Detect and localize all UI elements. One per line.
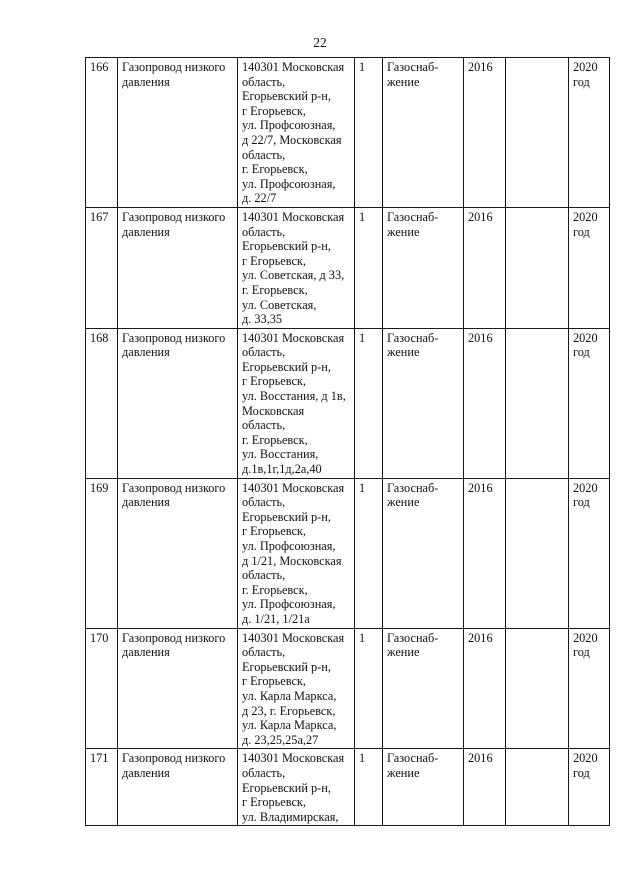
- object-name: Газопровод низкого давления: [118, 207, 238, 328]
- empty-cell: [506, 58, 569, 208]
- object-purpose: Газоснаб-жение: [383, 749, 464, 826]
- object-name: Газопровод низкого давления: [118, 58, 238, 208]
- row-number: 170: [86, 628, 118, 749]
- target-year: 2020 год: [569, 58, 610, 208]
- object-quantity: 1: [355, 628, 383, 749]
- commission-year: 2016: [464, 478, 506, 628]
- commission-year: 2016: [464, 628, 506, 749]
- table-row: [86, 58, 610, 208]
- object-address: 140301 Московская область, Егорьевский р-н, г Егорьевск, ул. Владимирская,: [238, 749, 355, 826]
- target-year: 2020 год: [569, 478, 610, 628]
- table-row: [86, 478, 610, 628]
- row-number: 168: [86, 328, 118, 478]
- registry-table: [85, 57, 610, 826]
- empty-cell: [506, 478, 569, 628]
- commission-year: 2016: [464, 749, 506, 826]
- commission-year: 2016: [464, 207, 506, 328]
- empty-cell: [506, 328, 569, 478]
- object-address: 140301 Московская область, Егорьевский р-н, г Егорьевск, ул. Карла Маркса, д 23, г. Егорьевск, ул. Карла Маркса, д. 23,25,25а,27: [238, 628, 355, 749]
- commission-year: 2016: [464, 58, 506, 208]
- table-row: [86, 749, 610, 826]
- table-row: [86, 207, 610, 328]
- object-purpose: Газоснаб-жение: [383, 328, 464, 478]
- object-name: Газопровод низкого давления: [118, 749, 238, 826]
- empty-cell: [506, 749, 569, 826]
- object-quantity: 1: [355, 749, 383, 826]
- object-address: 140301 Московская область, Егорьевский р-н, г Егорьевск, ул. Восстания, д 1в, Московская область, г. Егорьевск, ул. Восстания, д.1в,1г,1д,2а,40: [238, 328, 355, 478]
- object-address: 140301 Московская область, Егорьевский р-н, г Егорьевск, ул. Профсоюзная, д 1/21, Московская область, г. Егорьевск, ул. Профсоюзная, д. 1/21, 1/21а: [238, 478, 355, 628]
- row-number: 167: [86, 207, 118, 328]
- row-number: 169: [86, 478, 118, 628]
- commission-year: 2016: [464, 328, 506, 478]
- page-number: 22: [313, 35, 327, 50]
- empty-cell: [506, 628, 569, 749]
- object-purpose: Газоснаб-жение: [383, 58, 464, 208]
- table-row: [86, 328, 610, 478]
- target-year: 2020 год: [569, 749, 610, 826]
- target-year: 2020 год: [569, 328, 610, 478]
- object-name: Газопровод низкого давления: [118, 328, 238, 478]
- object-quantity: 1: [355, 478, 383, 628]
- object-quantity: 1: [355, 58, 383, 208]
- row-number: 166: [86, 58, 118, 208]
- target-year: 2020 год: [569, 207, 610, 328]
- object-address: 140301 Московская область, Егорьевский р-н, г Егорьевск, ул. Профсоюзная, д 22/7, Московская область, г. Егорьевск, ул. Профсоюзная, д. 22/7: [238, 58, 355, 208]
- object-quantity: 1: [355, 328, 383, 478]
- object-address: 140301 Московская область, Егорьевский р-н, г Егорьевск, ул. Советская, д 33, г. Егорьевск, ул. Советская, д. 33,35: [238, 207, 355, 328]
- table-row: [86, 628, 610, 749]
- empty-cell: [506, 207, 569, 328]
- object-name: Газопровод низкого давления: [118, 478, 238, 628]
- object-purpose: Газоснаб-жение: [383, 207, 464, 328]
- row-number: 171: [86, 749, 118, 826]
- target-year: 2020 год: [569, 628, 610, 749]
- object-purpose: Газоснаб-жение: [383, 478, 464, 628]
- object-name: Газопровод низкого давления: [118, 628, 238, 749]
- object-quantity: 1: [355, 207, 383, 328]
- object-purpose: Газоснаб-жение: [383, 628, 464, 749]
